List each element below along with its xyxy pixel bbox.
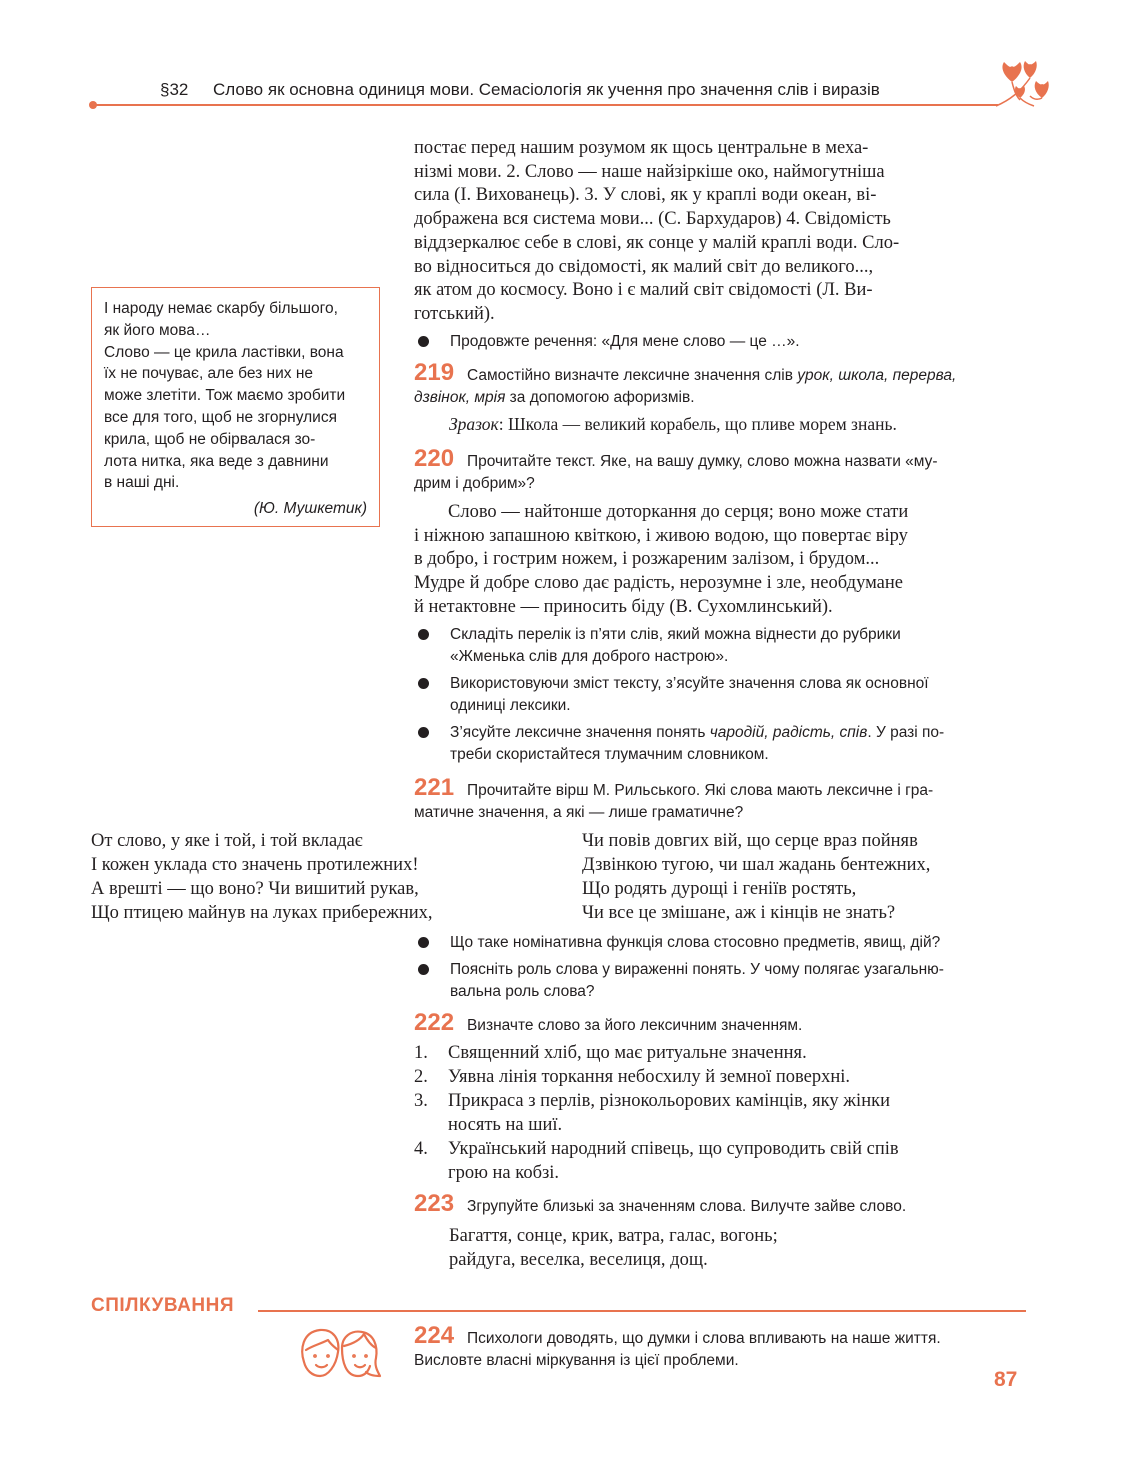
exercise-223-words [449,1224,778,1272]
section-rule [258,1310,1026,1312]
list-number: 2. [414,1067,428,1087]
poem-line: І кожен уклада сто значень протилежних! [91,855,419,875]
list-text: грою на кобзі. [448,1162,560,1183]
bullet-line: треби скористайтеся тлумачним словником. [450,745,769,763]
intro-line: як атом до космосу. Воно і є малий світ свідомості (Л. Ви- [414,280,873,301]
exercise-number: 223 [414,1190,455,1217]
intro-line: постає перед нашим розумом як щось центральне в меха- [414,138,869,158]
exercise-222 [414,1009,1026,1037]
bullet-item [414,959,1026,1002]
bullet-icon [418,336,429,347]
section-number: §32 [160,80,189,99]
quote-line: їх не почуває, але без них не [104,365,313,383]
exercise-221 [414,774,1026,823]
poem-line: От слово, у яке і той, і той вкладає [91,831,363,851]
quote-line: лота нитка, яка веде з давнини [104,452,329,470]
bullet-text: Що таке номінативна функція слова стосовно предметів, явищ, дій? [450,934,941,951]
text-line: Мудре й добре слово дає радість, нерозумне і зле, необдумане [414,573,904,594]
exercise-220-text [414,501,1026,620]
quote-line: крила, щоб не обірвалася зо- [104,430,316,448]
task-text: за допомогою афоризмів. [505,388,695,406]
bullet-item [414,331,1026,353]
exercise-number: 219 [414,359,455,386]
quote-line: все для того, щоб не згорнулися [104,408,337,426]
bullet-icon [418,937,429,948]
list-number: 4. [414,1139,428,1159]
quote-box [91,287,380,527]
flower-decoration-icon [990,56,1070,116]
text-line: і ніжною запашною квіткою, і живою водою, що повертає віру [414,525,908,546]
task-text: Згрупуйте близькі за значенням слова. Вилучте зайве слово. [466,1198,907,1215]
list-item [414,1066,1026,1090]
intro-line: сила (І. Вихованець). 3. У слові, як у краплі води океан, ві- [414,185,877,206]
poem-line: А врешті — що воно? Чи вишитий рукав, [91,879,419,899]
list-text: Священний хліб, що має ритуальне значення. [448,1043,807,1063]
exercise-223 [414,1190,1026,1218]
quote-line: І народу немає скарбу більшого, [104,300,338,317]
page-number: 87 [994,1368,1018,1391]
bullet-words: чародій, радість, спів [709,724,868,741]
bullet-text: З’ясуйте лексичне значення понять [450,724,710,741]
bullet-item [414,932,1026,954]
bullet-line: «Жменька слів для доброго настрою». [450,647,729,665]
quote-line: може злетіти. Тож маємо зробити [104,387,346,405]
bullet-icon [418,727,429,738]
sample-text: : Школа — великий корабель, що пливе морем знань. [498,414,897,434]
text-line: й нетактовне — приносить біду (В. Сухомлинський). [414,596,833,617]
text-line: в добро, і гострим ножем, і розжареним залізом, і брудом... [414,549,880,570]
bullet-item [414,624,1026,667]
list-number: 3. [414,1091,428,1111]
poem-line: Що родять дурощі і геніїв ростять, [582,879,857,899]
quote-line: в наші дні. [104,474,180,492]
bullet-icon [418,629,429,640]
intro-line: во відноситься до свідомості, як малий світ до великого..., [414,256,874,277]
intro-line: віддзеркалює себе в слові, як сонце у малій краплі води. Сло- [414,232,900,253]
intro-line: нізмі мови. 2. Слово — наше найзіркіше око, наймогутніша [414,161,885,182]
exercise-number: 221 [414,774,455,801]
bullet-icon [418,678,429,689]
exercise-number: 222 [414,1009,455,1036]
list-item [414,1138,1026,1185]
bullet-text: . У разі по- [867,724,945,741]
list-text: Український народний співець, що супроводить свій спів [448,1139,899,1159]
poem-line: Що птицею майнув на луках прибережних, [91,903,433,923]
sample-line [449,413,897,436]
bullet-line: Поясніть роль слова у вираженні понять. У чому полягає узагальню- [450,961,944,978]
list-number: 1. [414,1043,428,1063]
exercise-220 [414,445,1026,494]
page-header-title: Слово як основна одиниця мови. Семасіологія як учення про значення слів і виразів [213,80,880,99]
poem-left-column [91,829,433,925]
exercise-number: 224 [414,1322,455,1349]
task-text: Визначте слово за його лексичним значенням. [466,1017,803,1034]
bullet-line: Використовуючи зміст тексту, з’ясуйте значення слова як основної [450,675,929,692]
bullet-icon [418,964,429,975]
sample-label: Зразок [449,414,499,434]
poem-line: Дзвінкою тугою, чи шал жадань бентежних, [582,855,931,875]
bullet-item [414,673,1026,716]
quote-author: (Ю. Мушкетик) [253,500,367,518]
bullet-line: Складіть перелік із п’яти слів, який можна віднести до рубрики [450,626,901,643]
words-line: Багаття, сонце, крик, ватра, галас, вогонь; [449,1226,778,1246]
poem-line: Чи повів довгих вій, що серце враз пойняв [582,831,918,851]
task-words: дзвінок, мрія [414,388,506,406]
quote-line: як його мова… [104,321,211,339]
list-text: носять на шиї. [448,1114,563,1135]
task-text: матичне значення, а які — лише граматичне? [414,803,744,821]
intro-line: дображена вся система мови... (С. Бархударов) 4. Свідомість [414,209,891,230]
header-rule [93,104,998,106]
exercise-number: 220 [414,445,455,472]
list-item [414,1042,1026,1066]
task-text: Висловте власні міркування із цієї проблеми. [414,1351,739,1369]
bullet-text: Продовжте речення: «Для мене слово — це …». [450,333,800,350]
bullet-line: вальна роль слова? [450,982,595,1000]
words-line: райдуга, веселка, веселиця, дощ. [449,1250,708,1270]
task-text: дрим і добрим»? [414,474,535,492]
poem-line: Чи все це змішане, аж і кінців не знать? [582,903,896,923]
list-text: Прикраса з перлів, різнокольорових камінців, яку жінки [448,1091,890,1111]
text-line: Слово — найтонше доторкання до серця; воно може стати [448,502,909,522]
list-item [414,1090,1026,1137]
task-text: Психологи доводять, що думки і слова впливають на наше життя. [466,1330,941,1347]
task-text: Самостійно визначте лексичне значення слів [466,367,798,384]
bullet-item [414,722,1026,765]
exercise-219 [414,359,1026,408]
quote-line: Слово — це крила ластівки, вона [104,343,344,361]
poem-right-column [582,829,930,925]
intro-line: готський). [414,303,495,324]
list-text: Уявна лінія торкання небосхилу й земної поверхні. [448,1067,851,1087]
task-text: Прочитайте вірш М. Рильського. Які слова мають лексичне і гра- [466,782,934,799]
task-words: урок, школа, перерва, [797,367,957,384]
two-faces-icon [298,1322,382,1382]
exercise-224 [414,1322,1026,1371]
section-title: СПІЛКУВАННЯ [91,1295,234,1316]
intro-text [414,137,1026,327]
bullet-line: одиниці лексики. [450,696,571,714]
header-rule-dot [89,101,97,109]
task-text: Прочитайте текст. Яке, на вашу думку, слово можна назвати «му- [466,453,938,470]
